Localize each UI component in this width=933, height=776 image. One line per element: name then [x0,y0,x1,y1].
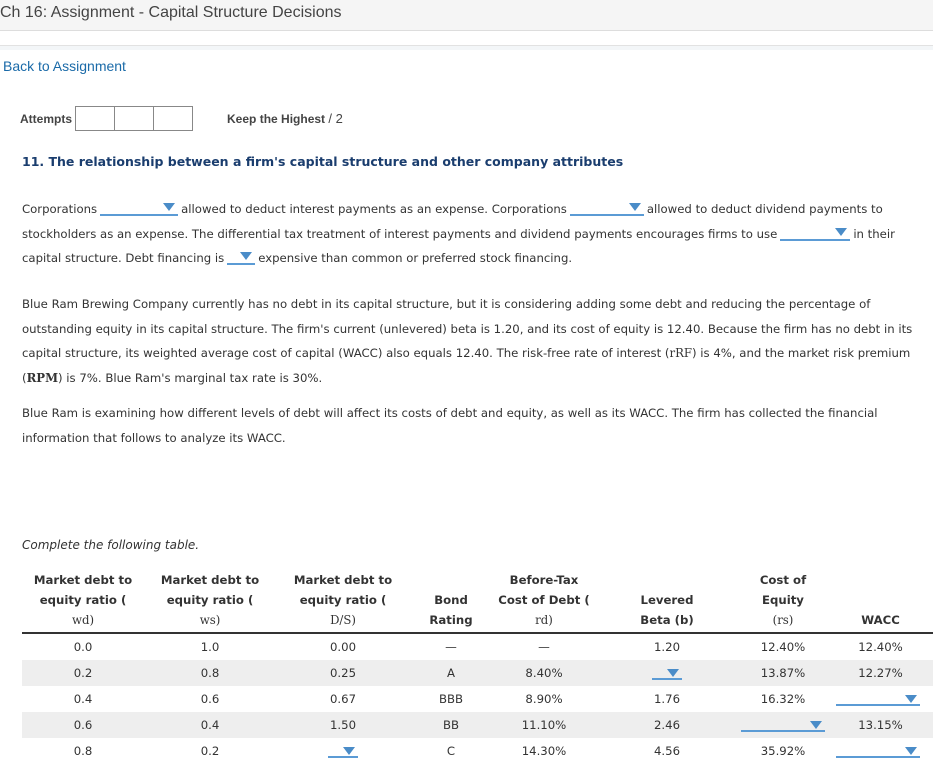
text: wd) [71,613,95,627]
text: allowed to deduct dividend payments to stockholders as an expense. The differential tax treatment of interest payments and dividend payments encourages firms to use [22,202,883,241]
text: D/S) [330,613,356,627]
table-row [22,686,933,712]
text: Corporations [22,202,98,216]
text: Levered [640,593,694,607]
cell-wacc: 12.27% [828,660,933,686]
dropdown-wacc[interactable] [836,744,920,758]
dropdown-levered-beta[interactable] [652,666,682,680]
attempts-bar [20,106,343,131]
cell-ws: 0.4 [144,712,276,738]
cell-cost-of-debt: 11.10% [492,712,596,738]
text: equity ratio ( [39,593,127,607]
attempts-label: Attempts [20,111,73,126]
text: Market debt to [160,573,260,587]
attempt-box [114,106,154,131]
cell-cost-of-debt: 14.30% [521,744,567,758]
text: Beta (b) [640,613,694,627]
back-to-assignment-link[interactable]: Back to Assignment [3,58,126,74]
attempt-box [153,106,193,131]
cell-levered-beta: 2.46 [596,712,738,738]
header-levered-beta [596,570,738,633]
cell-levered-beta [596,660,738,686]
paragraph-analysis: Blue Ram is examining how different levels of debt will affect its costs of debt and equity, as well as its WACC. The firm has collected the financial information that follows to analyze its WACC. [22,406,878,445]
rrf-symbol: rRF [669,346,692,360]
attempt-boxes [75,106,192,131]
header-bond-rating [410,570,492,633]
cell-wacc: 12.40% [858,640,903,654]
cell-cost-of-equity [738,712,828,738]
cell-cost-of-equity: 35.92% [760,744,806,758]
cell-bond-rating: — [445,640,457,654]
text: Rating [429,613,473,627]
cell-ws: 0.8 [144,660,276,686]
cell-wd: 0.4 [73,692,93,706]
cell-ds: 1.50 [276,712,410,738]
text: Market debt to [33,573,133,587]
cell-cost-of-equity: 12.40% [760,640,806,654]
text: Market debt to [293,573,393,587]
cell-bond-rating: C [446,744,456,758]
cell-wd: 0.6 [22,712,144,738]
table-caption: Complete the following table. [22,538,200,552]
text: ) is 4%, and the market risk premium ( [22,346,911,385]
header-ws [144,570,276,633]
paragraph-fill-in [22,197,927,271]
dropdown-wacc[interactable] [836,692,920,706]
header-ds [276,570,410,633]
divider [0,45,933,50]
text: Blue Ram Brewing Company currently has no debt in its capital structure, but it is considering adding some debt and reducing the percentage of outstanding equity in its capital structure. The firm's current (unlevered) beta is 1.20, and its cost of equity is 12.40. Because the firm has no debt in its capital structure, its weighted average cost of capital (WACC) also equals 12.40. The risk-free rate of interest ( [22,297,913,360]
cell-cost-of-debt: — [538,640,550,654]
header-cost-of-equity [738,570,828,633]
keep-text: Keep the Highest [227,112,326,126]
paragraph-company-info [22,292,927,390]
cell-ds: 0.00 [329,640,357,654]
rpm-symbol: RPM [26,370,59,385]
text: ) is 7%. Blue Ram's marginal tax rate is 30%. [58,370,323,385]
cell-cost-of-debt: 8.90% [525,692,563,706]
cell-wacc: 13.15% [828,712,933,738]
header-cost-of-debt [492,570,596,633]
text: Bond [434,593,468,607]
cell-ws: 0.6 [200,692,220,706]
cell-wd: 0.8 [73,744,93,758]
cell-bond-rating: BBB [438,692,464,706]
table-row [22,660,933,686]
cell-cost-of-equity: 16.32% [760,692,806,706]
text: (rs) [772,613,794,627]
text: Cost of Equity [759,573,807,607]
cell-cost-of-equity: 13.87% [738,660,828,686]
text: Before-Tax [509,573,579,587]
table-row [22,738,933,764]
cell-wacc [828,738,933,764]
keep-value: / 2 [328,111,343,126]
cell-ds [276,738,410,764]
cell-wd: 0.0 [73,640,93,654]
attempt-box [75,106,115,131]
cell-bond-rating: A [410,660,492,686]
text: rd) [535,613,553,627]
keep-label [227,111,343,126]
question-title: 11. The relationship between a firm's capital structure and other company attributes [22,154,624,169]
dropdown-debt-expense[interactable] [227,249,255,265]
text: in their capital structure. Debt financing is [22,226,895,265]
text: Cost of Debt ( [498,593,590,607]
cell-wd: 0.2 [22,660,144,686]
table-row [22,633,933,660]
cell-levered-beta: 1.20 [653,640,681,654]
cell-ws: 0.2 [200,744,220,758]
dropdown-financing-type[interactable] [780,225,850,241]
text: equity ratio ( [166,593,254,607]
dropdown-corporations-interest[interactable] [100,200,178,216]
cell-ws: 1.0 [200,640,220,654]
cell-levered-beta: 1.76 [653,692,681,706]
text: allowed to deduct interest payments as an expense. Corporations [181,202,567,216]
cell-cost-of-debt: 8.40% [492,660,596,686]
text: equity ratio ( [299,593,387,607]
text: ws) [199,613,221,627]
table-row [22,712,933,738]
cell-levered-beta: 4.56 [653,744,681,758]
dropdown-cost-of-equity[interactable] [741,718,825,732]
cell-wacc [828,686,933,712]
header-wd [22,570,144,633]
cell-bond-rating: BB [410,712,492,738]
cell-ds: 0.67 [329,692,357,706]
cell-ds: 0.25 [276,660,410,686]
header-wacc: WACC [828,570,933,633]
text: expensive than common or preferred stock financing. [258,251,573,265]
wacc-table [22,570,933,764]
page-title: Ch 16: Assignment - Capital Structure Decisions [0,0,933,31]
dropdown-corporations-dividend[interactable] [570,200,644,216]
dropdown-ds[interactable] [328,744,358,758]
